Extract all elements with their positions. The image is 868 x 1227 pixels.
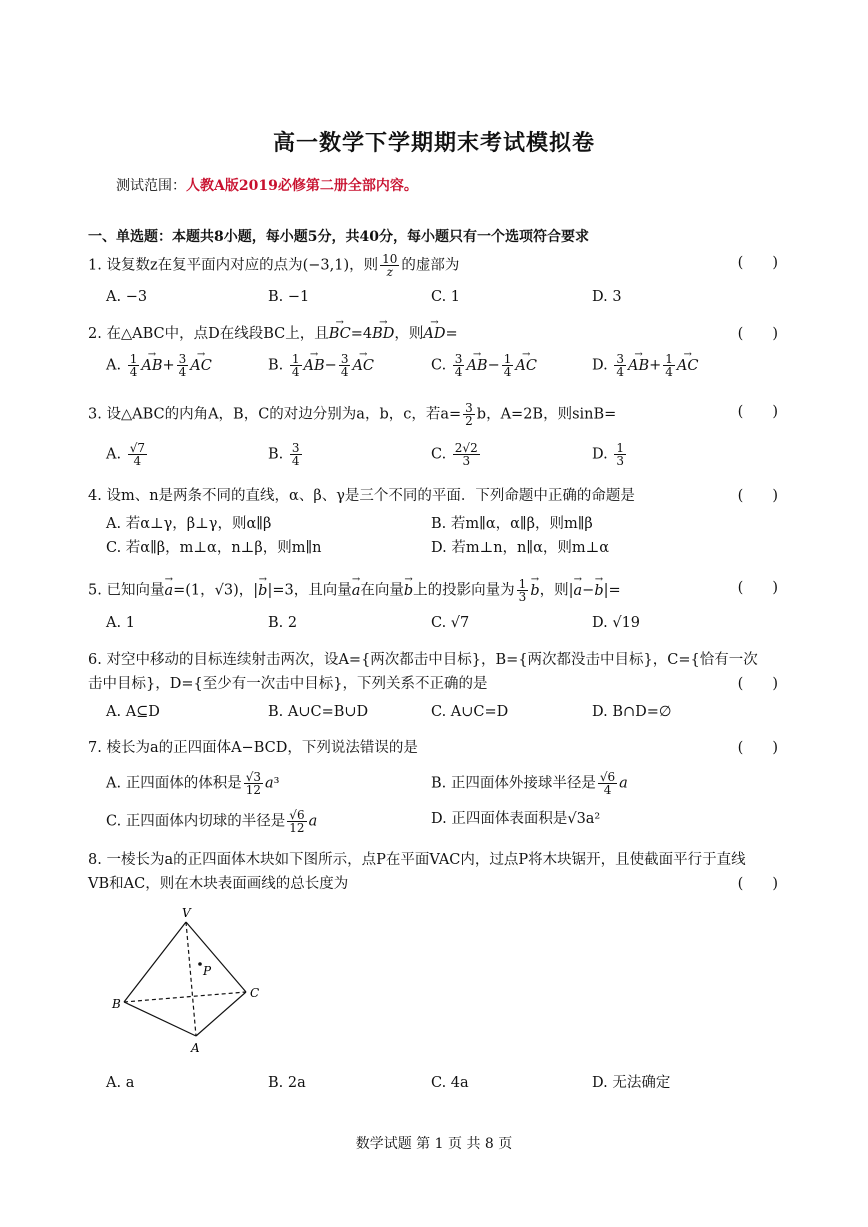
answer-bracket: ( )	[737, 740, 778, 756]
q4-option-d: D. 若m⊥n，n∥α，则m⊥α	[431, 540, 610, 556]
answer-bracket: ( )	[737, 676, 778, 692]
q2-option-b: B. $\frac{1}{4}$ → AB− $\frac{3}{4}$ → AC	[268, 353, 374, 378]
q3-option-b: B. $\frac{3}{4}$	[268, 441, 300, 468]
answer-bracket: ( )	[737, 255, 778, 271]
q3-option-d: D. $\frac{1}{3}$	[592, 441, 624, 468]
scope-label: 测试范围：	[116, 178, 186, 194]
q6-option-b: B. A∪C=B∪D	[268, 704, 369, 720]
q7-option-b: B. 正四面体外接球半径是 $\frac{√6}{4}$ a	[431, 770, 628, 797]
edge-bc	[124, 992, 246, 1002]
q5-option-d: D. √19	[592, 615, 641, 631]
edge-ca	[196, 992, 246, 1036]
q1-option-c: C. 1	[431, 289, 461, 305]
q5-option-b: B. 2	[268, 615, 298, 631]
label-a: A	[191, 1041, 200, 1055]
question-6: 6. 对空中移动的目标连续射击两次，设A={两次都击中目标}，B={两次都没击中目标}，C={恰有一次 击中目标}，D={至少有一次击中目标}，下列关系不正确的是 ( )	[88, 652, 778, 692]
q3-option-c: C. $\frac{2√2}{3}$	[431, 441, 478, 468]
q5-option-a: A. 1	[106, 615, 135, 631]
q1-option-d: D. 3	[592, 289, 622, 305]
test-scope	[116, 175, 418, 195]
q2-option-c: C. $\frac{3}{4}$ → AB− $\frac{1}{4}$ → AC	[431, 353, 537, 378]
q2-option-d: D. $\frac{3}{4}$ → AB+ $\frac{1}{4}$ → AC	[592, 353, 698, 378]
page-footer: 数学试题 第 1 页 共 8 页	[355, 1136, 513, 1152]
label-v: V	[182, 906, 191, 920]
q6-option-c: C. A∪C=D	[431, 704, 509, 720]
tetrahedron-figure	[100, 900, 300, 1060]
q8-option-b: B. 2a	[268, 1075, 306, 1091]
edge-va	[186, 922, 196, 1036]
label-b: B	[112, 997, 121, 1011]
q8-option-a: A. a	[106, 1075, 135, 1091]
label-p: P	[203, 964, 212, 978]
q4-option-b: B. 若m∥α，α∥β，则m∥β	[431, 516, 593, 532]
q7-option-a: A. 正四面体的体积是 $\frac{√3}{12}$ a³	[106, 770, 280, 797]
label-c: C	[250, 986, 260, 1000]
question-1: 1. 设复数z在复平面内对应的点为(−3,1)，则 $\frac{10}{z}$ 的虚部为 ( )	[88, 252, 778, 279]
q1-option-b: B. −1	[268, 289, 310, 305]
edge-vc	[186, 922, 246, 992]
answer-bracket: ( )	[737, 326, 778, 342]
q1-option-a: A. −3	[106, 289, 148, 305]
answer-bracket: ( )	[737, 876, 778, 892]
q2-option-a: A. $\frac{1}{4}$ → AB+ $\frac{3}{4}$ → AC	[106, 353, 212, 378]
q4-option-c: C. 若α∥β，m⊥α，n⊥β，则m∥n	[106, 540, 322, 556]
fraction: $\frac{10}{z}$	[382, 252, 398, 279]
question-4: 4. 设m、n是两条不同的直线，α、β、γ是三个不同的平面．下列命题中正确的命题是 ( )	[88, 488, 778, 504]
q7-option-d: D. 正四面体表面积是√3a²	[431, 811, 601, 827]
question-8: 8. 一棱长为a的正四面体木块如下图所示，点P在平面VAC内，过点P将木块锯开，且使截面平行于直线 VB和AC，则在木块表面画线的总长度为 ( )	[88, 852, 778, 892]
exam-title: 高一数学下学期期末考试模拟卷	[272, 130, 595, 156]
q3-option-a: A. $\frac{√7}{4}$	[106, 441, 145, 468]
edge-ba	[124, 1002, 196, 1036]
answer-bracket: ( )	[737, 404, 778, 420]
point-p	[198, 962, 202, 966]
q5-option-c: C. √7	[431, 615, 470, 631]
q8-option-d: D. 无法确定	[592, 1075, 671, 1091]
q6-option-d: D. B∩D=∅	[592, 704, 672, 720]
question-5: 5. 已知向量→ a=(1，√3)，|→ b|=3，且向量→ a在向量→ b上的投影向量为 $\frac{1}{3}$ → b，则|→ a−→ b|= ( )	[88, 578, 778, 603]
section-heading: 一、单选题：本题共8小题，每小题5分，共40分，每小题只有一个选项符合要求	[88, 229, 589, 245]
edge-vb	[124, 922, 186, 1002]
q7-option-c: C. 正四面体内切球的半径是 $\frac{√6}{12}$ a	[106, 808, 318, 835]
q6-option-a: A. A⊆D	[106, 704, 160, 720]
q8-option-c: C. 4a	[431, 1075, 469, 1091]
q4-option-a: A. 若α⊥γ，β⊥γ，则α∥β	[106, 516, 272, 532]
question-2: 2. 在△ABC中，点D在线段BC上，且→ BC=4→ BD，则→ AD= ( )	[88, 324, 778, 344]
answer-bracket: ( )	[737, 488, 778, 504]
question-3: 3. 设△ABC的内角A，B，C的对边分别为a，b，c，若a= $\frac{3}{2}$ b，A=2B，则sinB= ( )	[88, 401, 778, 428]
answer-bracket: ( )	[737, 580, 778, 596]
question-7: 7. 棱长为a的正四面体A−BCD，下列说法错误的是 ( )	[88, 740, 778, 756]
scope-value: 人教A版2019必修第二册全部内容。	[186, 178, 418, 194]
